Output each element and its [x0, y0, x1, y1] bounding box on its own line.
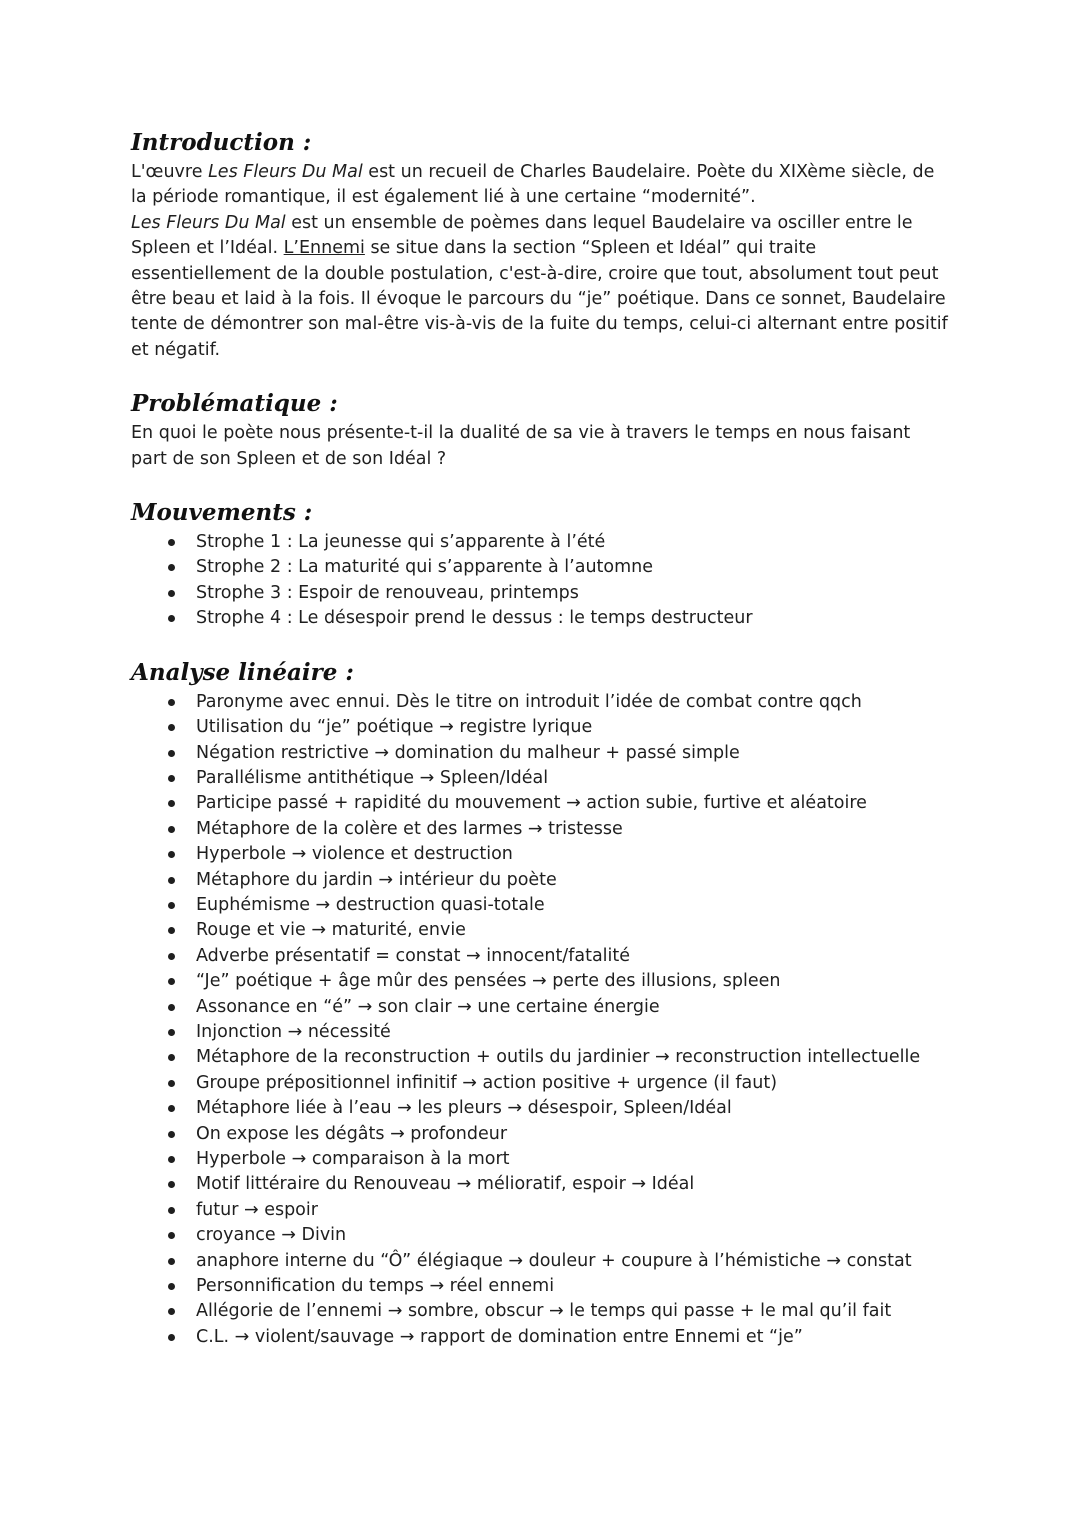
- introduction-section: [131, 128, 951, 363]
- list-item-text: croyance → Divin: [196, 1225, 347, 1246]
- analyse-section: [131, 658, 951, 1351]
- work-title: Les Fleurs Du Mal: [131, 212, 286, 233]
- list-item-text: Hyperbole → comparaison à la mort: [196, 1149, 510, 1169]
- bullet-icon: [168, 1232, 175, 1239]
- bullet-icon: [168, 978, 175, 985]
- list-item: [131, 530, 951, 555]
- list-item: [131, 606, 951, 631]
- list-item: [131, 581, 951, 606]
- list-item-text: Strophe 4 : Le désespoir prend le dessus : le temps destructeur: [196, 608, 753, 629]
- list-item-text: Hyperbole → violence et destruction: [196, 844, 513, 865]
- list-item: [131, 944, 951, 969]
- list-item: [131, 1249, 951, 1274]
- list-item-text: Métaphore liée à l’eau → les pleurs → désespoir, Spleen/Idéal: [196, 1098, 732, 1119]
- list-item: [131, 1325, 951, 1350]
- list-item-text: Métaphore de la reconstruction + outils du jardinier → reconstruction intellectuelle: [196, 1047, 921, 1068]
- list-item-text: “Je” poétique + âge mûr des pensées → perte des illusions, spleen: [196, 971, 781, 992]
- list-item: [131, 1223, 951, 1248]
- list-item: [131, 842, 951, 867]
- list-item: [131, 1071, 951, 1096]
- bullet-icon: [168, 590, 175, 597]
- bullet-icon: [168, 699, 175, 706]
- bullet-icon: [168, 1283, 175, 1290]
- bullet-icon: [168, 800, 175, 807]
- list-item-text: Personnification du temps → réel ennemi: [196, 1276, 555, 1297]
- list-item-text: Injonction → nécessité: [196, 1021, 391, 1042]
- list-item: [131, 791, 951, 816]
- bullet-icon: [168, 953, 175, 960]
- list-item: [131, 741, 951, 766]
- bullet-icon: [168, 902, 175, 909]
- list-item-text: Métaphore du jardin → intérieur du poète: [196, 869, 557, 890]
- list-item-text: Parallélisme antithétique → Spleen/Idéal: [196, 767, 549, 788]
- list-item: [131, 715, 951, 740]
- list-item-text: Motif littéraire du Renouveau → mélioratif, espoir → Idéal: [196, 1174, 695, 1195]
- list-item: [131, 1122, 951, 1147]
- list-item-text: futur → espoir: [196, 1199, 318, 1220]
- bullet-icon: [168, 1258, 175, 1265]
- bullet-icon: [168, 1156, 175, 1163]
- list-item: [131, 1045, 951, 1070]
- poem-title: L’Ennemi: [283, 238, 365, 259]
- problematique-text: En quoi le poète nous présente-t-il la dualité de sa vie à travers le temps en nous faisant part de son Spleen et de son Idéal ?: [131, 423, 911, 469]
- list-item: [131, 868, 951, 893]
- introduction-heading: Introduction :: [131, 129, 312, 156]
- list-item-text: Paronyme avec ennui. Dès le titre on introduit l’idée de combat contre qqch: [196, 691, 862, 712]
- mouvements-list: [131, 530, 951, 632]
- bullet-icon: [168, 826, 175, 833]
- list-item: [131, 918, 951, 943]
- bullet-icon: [168, 851, 175, 858]
- list-item: [131, 995, 951, 1020]
- bullet-icon: [168, 1080, 175, 1087]
- list-item-text: C.L. → violent/sauvage → rapport de domination entre Ennemi et “je”: [196, 1326, 803, 1347]
- list-item: [131, 766, 951, 791]
- bullet-icon: [168, 775, 175, 782]
- list-item-text: Strophe 2 : La maturité qui s’apparente à l’automne: [196, 557, 654, 578]
- bullet-icon: [168, 1207, 175, 1214]
- introduction-paragraph-2: Les Fleurs Du Mal est un ensemble de poèmes dans lequel Baudelaire va osciller entre le Spleen et l’Idéal. L’Ennemi se situe dans la section “Spleen et Idéal” qui traite essentiellement de la double postulation, c'est-à-dire, croire que tout, absolument tout peut être beau et laid à la fois. Il évoque le parcours du “je” poétique. Dans ce sonnet, Baudelaire tente de démontrer son mal-être vis-à-vis de la fuite du temps, celui-ci alternant entre positif et négatif.: [131, 212, 948, 360]
- bullet-icon: [168, 1308, 175, 1315]
- mouvements-heading: Mouvements :: [131, 499, 313, 527]
- list-item-text: Assonance en “é” → son clair → une certaine énergie: [196, 996, 660, 1017]
- list-item-text: anaphore interne du “Ô” élégiaque → douleur + coupure à l’hémistiche → constat: [196, 1250, 912, 1271]
- bullet-icon: [168, 1029, 175, 1036]
- list-item: [131, 1147, 951, 1172]
- bullet-icon: [168, 1334, 175, 1341]
- bullet-icon: [168, 750, 175, 757]
- list-item-text: Participe passé + rapidité du mouvement → action subie, furtive et aléatoire: [196, 793, 867, 814]
- list-item: [131, 893, 951, 918]
- list-item: [131, 555, 951, 580]
- bullet-icon: [168, 1004, 175, 1011]
- list-item-text: On expose les dégâts → profondeur: [196, 1123, 508, 1144]
- list-item-text: Métaphore de la colère et des larmes → tristesse: [196, 818, 623, 839]
- list-item: [131, 1172, 951, 1197]
- bullet-icon: [168, 1054, 175, 1061]
- list-item: [131, 1020, 951, 1045]
- list-item-text: Strophe 3 : Espoir de renouveau, printemps: [196, 582, 579, 603]
- list-item-text: Strophe 1 : La jeunesse qui s’apparente à l’été: [196, 532, 606, 553]
- bullet-icon: [168, 724, 175, 731]
- bullet-icon: [168, 539, 175, 546]
- list-item-text: Euphémisme → destruction quasi-totale: [196, 894, 545, 915]
- list-item: [131, 1198, 951, 1223]
- bullet-icon: [168, 927, 175, 934]
- analyse-list: [131, 690, 951, 1351]
- list-item-text: Utilisation du “je” poétique → registre lyrique: [196, 717, 593, 738]
- list-item-text: Allégorie de l’ennemi → sombre, obscur → le temps qui passe + le mal qu’il fait: [196, 1301, 892, 1322]
- list-item: [131, 1096, 951, 1121]
- bullet-icon: [168, 564, 175, 571]
- list-item: [131, 1274, 951, 1299]
- problematique-section: [131, 389, 951, 472]
- introduction-paragraph-1: L'œuvre Les Fleurs Du Mal est un recueil de Charles Baudelaire. Poète du XIXème siècle, de la période romantique, il est également lié à une certaine “modernité”.: [131, 162, 935, 208]
- list-item-text: Adverbe présentatif = constat → innocent/fatalité: [196, 945, 631, 966]
- work-title: Les Fleurs Du Mal: [208, 162, 363, 182]
- bullet-icon: [168, 1105, 175, 1112]
- bullet-icon: [168, 615, 175, 622]
- document-content: [131, 128, 951, 1350]
- list-item-text: Rouge et vie → maturité, envie: [196, 920, 466, 941]
- mouvements-section: [131, 498, 951, 632]
- list-item-text: Négation restrictive → domination du malheur + passé simple: [196, 742, 740, 763]
- problematique-heading: Problématique :: [131, 390, 338, 418]
- bullet-icon: [168, 1131, 175, 1138]
- list-item: [131, 817, 951, 842]
- list-item-text: Groupe prépositionnel infinitif → action positive + urgence (il faut): [196, 1072, 778, 1093]
- list-item: [131, 690, 951, 715]
- list-item: [131, 969, 951, 994]
- analyse-heading: Analyse linéaire :: [131, 658, 354, 686]
- list-item: [131, 1299, 951, 1324]
- bullet-icon: [168, 877, 175, 884]
- bullet-icon: [168, 1181, 175, 1188]
